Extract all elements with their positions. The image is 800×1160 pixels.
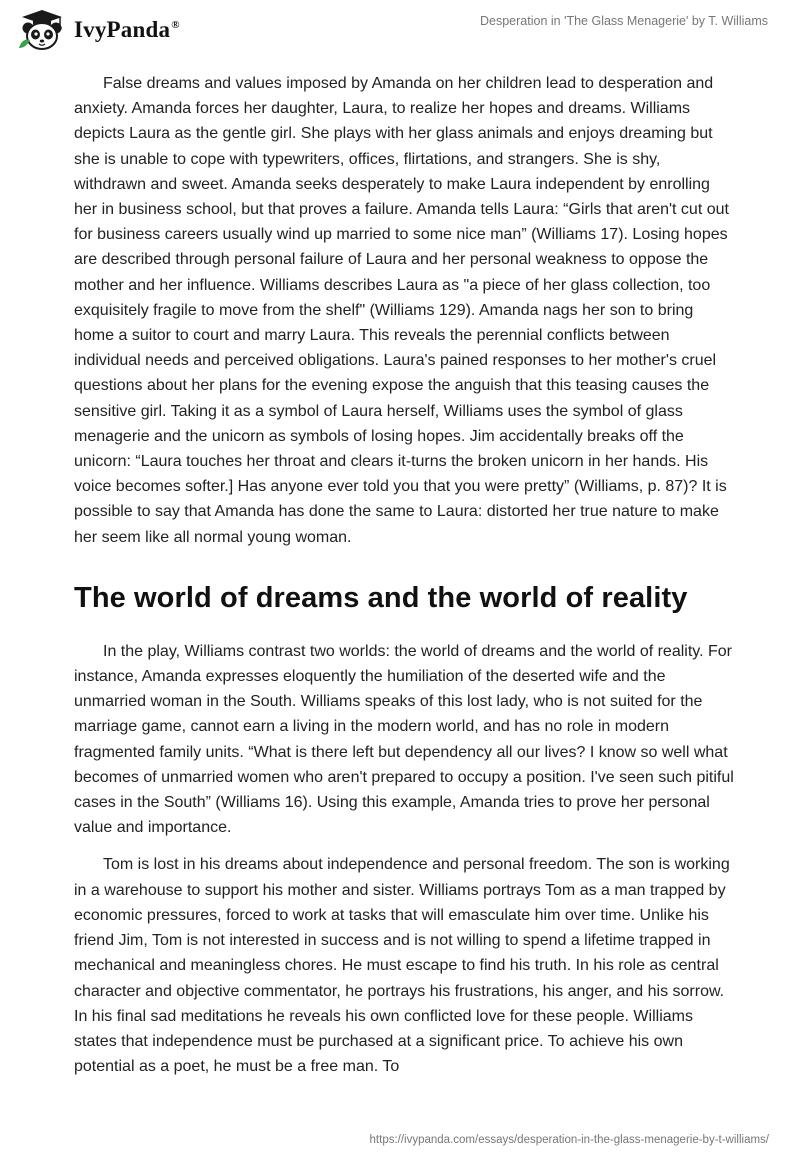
- ivypanda-logo[interactable]: [16, 8, 180, 52]
- essay-paragraph: In the play, Williams contrast two worlds: the world of dreams and the world of reality. For instance, Amanda expresses eloquently the humiliation of the deserted wife and the unmarried woman in the South. Williams speaks of this lost lady, who is not suited for the marriage game, cannot earn a living in the modern world, and has no role in modern fragmented family units. “What is there left but dependency all our lives? I know so well what becomes of unmarried women who aren't prepared to occupy a position. I've seen such pitiful cases in the South” (Williams 16). Using this example, Amanda tries to prove her personal value and importance.: [74, 642, 734, 837]
- footer-source-url[interactable]: https://ivypanda.com/essays/desperation-in-the-glass-menagerie-by-t-williams/: [369, 1134, 769, 1146]
- document-title: Desperation in 'The Glass Menagerie' by T. Williams: [480, 14, 768, 28]
- essay-paragraph: False dreams and values imposed by Amanda on her children lead to desperation and anxiety. Amanda forces her daughter, Laura, to realize her hopes and dreams. Williams depicts Laura as the gentle girl. She plays with her glass animals and enjoys dreaming but she is unable to cope with typewriters, offices, flirtations, and strangers. She is shy, withdrawn and sweet. Amanda seeks desperately to make Laura independent by enrolling her in business school, but that proves a failure. Amanda tells Laura: “Girls that aren't cut out for business careers usually wind up married to some nice man” (Williams 17). Losing hopes are described through personal failure of Laura and her personal weakness to oppose the mother and her influence. Williams describes Laura as "a piece of her glass collection, too exquisitely fragile to move from the shelf" (Williams 129). Amanda nags her son to bring home a suitor to court and marry Laura. This reveals the perennial conflicts between individual needs and perceived obligations. Laura's pained responses to her mother's cruel questions about her plans for the evening expose the anguish that this teasing causes the sensitive girl. Taking it as a symbol of Laura herself, Williams uses the symbol of glass menagerie and the unicorn as symbols of losing hopes. Jim accidentally breaks off the unicorn: “Laura touches her throat and clears it-turns the broken unicorn in her hands. His voice becomes softer.] Has anyone ever told you that you were pretty” (Williams, p. 87)? It is possible to say that Amanda has done the same to Laura: distorted her true nature to make her seem like all normal young woman.: [74, 75, 729, 546]
- essay-paragraph: Tom is lost in his dreams about independence and personal freedom. The son is working in a warehouse to support his mother and sister. Williams portrays Tom as a man trapped by economic pressures, forced to work at tasks that will emasculate him over time. Unlike his friend Jim, Tom is not interested in success and is not willing to spend a lifetime trapped in mechanical and meaningless chores. He must escape to find his truth. In his role as central character and objective commentator, he portrays his frustrations, his anger, and his sorrow. In his final sad meditations he reveals his own conflicted love for these people. Williams states that independence must be purchased at a significant price. To achieve his own potential as a poet, he must be a free man. To: [74, 856, 730, 1076]
- panda-graduate-icon: [16, 8, 68, 52]
- page-header: [0, 0, 800, 60]
- essay-content: [74, 71, 734, 1079]
- section-heading: The world of dreams and the world of reality: [74, 581, 688, 614]
- logo-text: IvyPanda®: [74, 17, 180, 42]
